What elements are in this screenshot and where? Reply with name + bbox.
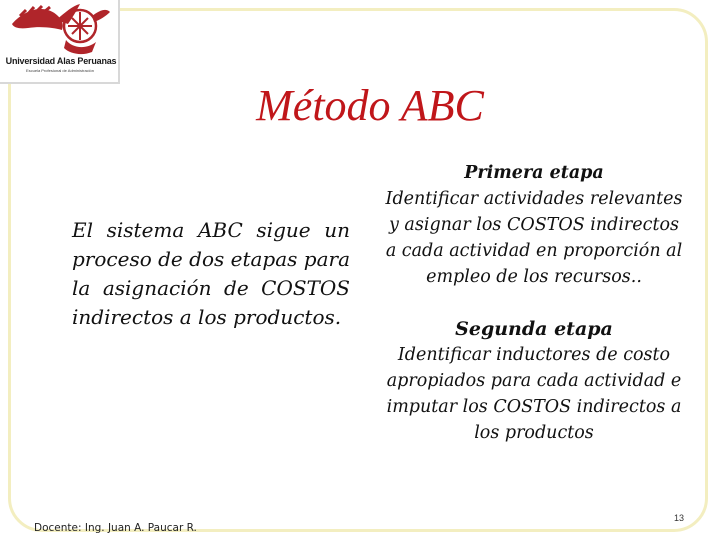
intro-paragraph: El sistema ABC sigue un proceso de dos etapas para la asignación de COSTOS indirectos a los productos. <box>72 218 350 329</box>
stage-one-heading: Primera etapa <box>464 163 604 183</box>
footer-teacher: Docente: Ing. Juan A. Paucar R. <box>34 522 197 534</box>
page-number: 13 <box>674 513 685 523</box>
stage-two-text: Identificar inductores de costo apropiados para cada actividad e imputar los COSTOS indirectos a los productos <box>386 345 682 443</box>
school-name: Escuela Profesional de Administración <box>25 68 95 73</box>
stage-two-block <box>384 316 684 446</box>
stage-one-block <box>384 160 684 290</box>
university-logo <box>0 0 120 84</box>
university-name: Universidad Alas Peruanas <box>5 56 117 66</box>
stage-one-text: Identificar actividades relevantes y asignar los COSTOS indirectos a cada actividad en proporción al empleo de los recursos.. <box>385 189 683 287</box>
stage-two-heading: Segunda etapa <box>455 318 613 340</box>
condor-logo-icon <box>6 2 114 58</box>
slide-title: Método ABC <box>256 81 484 130</box>
